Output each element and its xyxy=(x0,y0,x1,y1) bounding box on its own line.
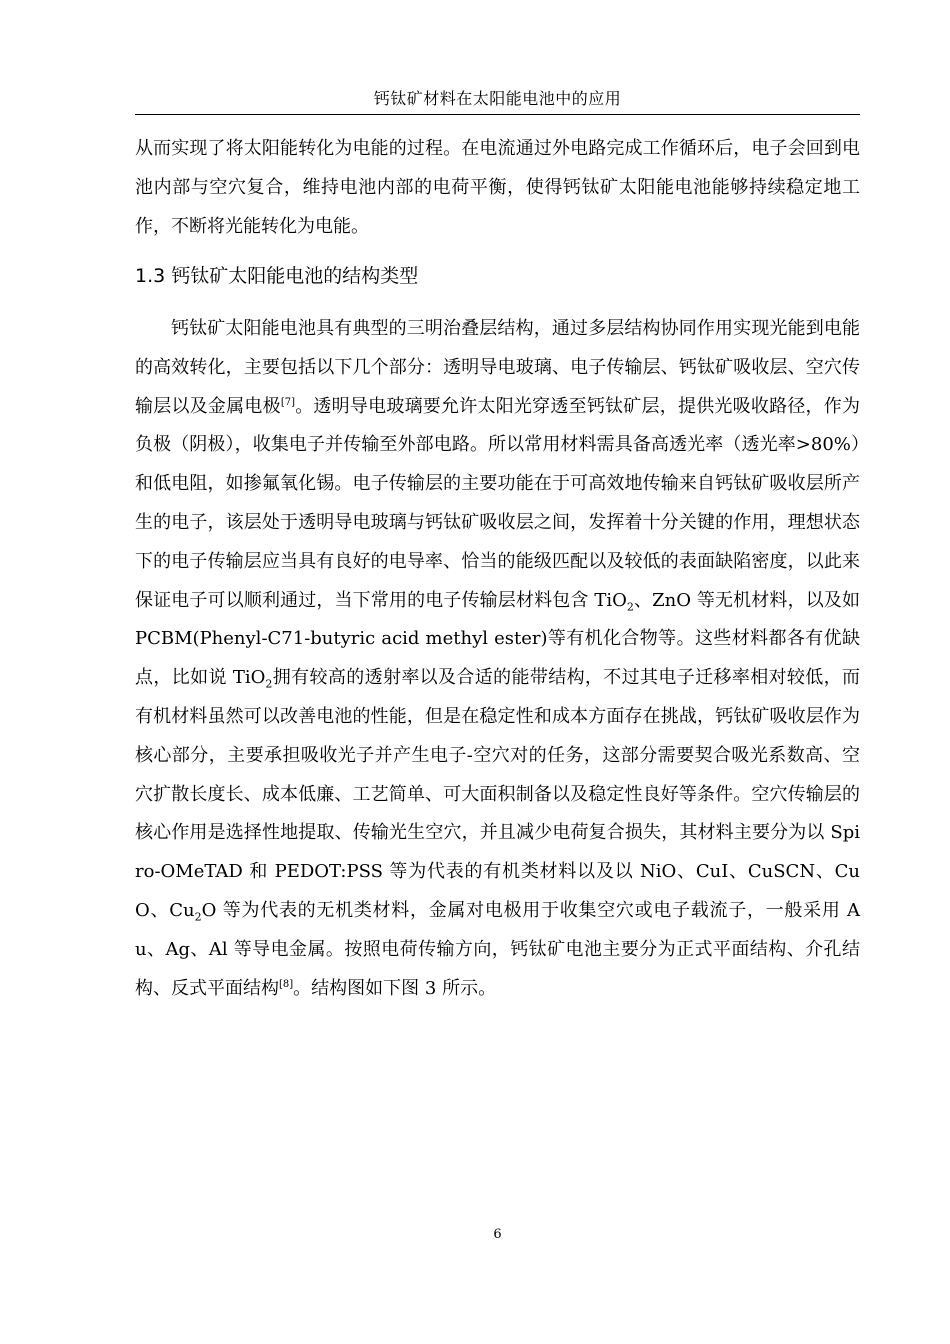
citation-ref: [7] xyxy=(280,396,295,408)
text-segment: 。透明导电玻璃要允许太阳光穿透至钙钛矿层，提供光吸收路径，作为负极（阴极），收集电子并传输至外部电路。所以常用材料需具备高透光率（透光率>80%）和低电阻，如掺氟氧化锡。电子传输层的主要功能在于可高效地传输来自钙钛矿吸收层所产生的电子，该层处于透明导电玻璃与钙钛矿吸收层之间，发挥着十分关键的作用，理想状态下的电子传输层应当具有良好的电导率、恰当的能级匹配以及较低的表面缺陷密度，以此来保证电子可以顺利通过，当下常用的电子传输层材料包含 TiO xyxy=(135,395,860,611)
subscript: 2 xyxy=(265,677,273,691)
header-rule xyxy=(135,114,860,115)
subscript: 2 xyxy=(626,600,634,614)
running-header: 钙钛矿材料在太阳能电池中的应用 xyxy=(373,89,622,108)
citation-ref: [8] xyxy=(279,978,294,990)
subscript: 2 xyxy=(194,910,202,924)
text-segment: 。结构图如下图 3 所示。 xyxy=(293,977,497,999)
text-segment: O 等为代表的无机类材料，金属对电极用于收集空穴或电子载流子，一般采用 Au、Ag、Al 等导电金属。按照电荷传输方向，钙钛矿电池主要分为正式平面结构、介孔结构、反式平面结构 xyxy=(135,899,861,999)
paragraph-continuation: 从而实现了将太阳能转化为电能的过程。在电流通过外电路完成工作循环后，电子会回到电池内部与空穴复合，维持电池内部的电荷平衡，使得钙钛矿太阳能电池能够持续稳定地工作，不断将光能转化为电能。 xyxy=(135,138,860,237)
text-segment: 钙钛矿太阳能电池具有典型的三明治叠层结构，通过多层结构协同作用实现光能到电能的高效转化，主要包括以下几个部分：透明导电玻璃、电子传输层、钙钛矿吸收层、空穴传输层以及金属电极 xyxy=(135,318,860,417)
text-segment: 、ZnO 等无机材料，以及如 PCBM(Phenyl-C71-butyric acid methyl ester)等有机化合物等。这些材料都各有优缺点，比如说 TiO xyxy=(135,589,860,689)
section-heading: 1.3 钙钛矿太阳能电池的结构类型 xyxy=(135,265,419,287)
page-number: 6 xyxy=(493,1227,502,1242)
paragraph-structure-types xyxy=(135,310,860,1008)
text-segment: 拥有较高的透射率以及合适的能带结构，不过其电子迁移率相对较低，而有机材料虽然可以改善电池的性能，但是在稳定性和成本方面存在挑战，钙钛矿吸收层作为核心部分，主要承担吸收光子并产生电子-空穴对的任务，这部分需要契合吸光系数高、空穴扩散长度长、成本低廉、工艺简单、可大面积制备以及稳定性良好等条件。空穴传输层的核心作用是选择性地提取、传输光生空穴，并且减少电荷复合损失，其材料主要分为以 Spiro-OMeTAD 和 PEDOT:PSS 等为代表的有机类材料以及以 NiO、CuI、CuSCN、CuO、Cu xyxy=(135,667,860,921)
